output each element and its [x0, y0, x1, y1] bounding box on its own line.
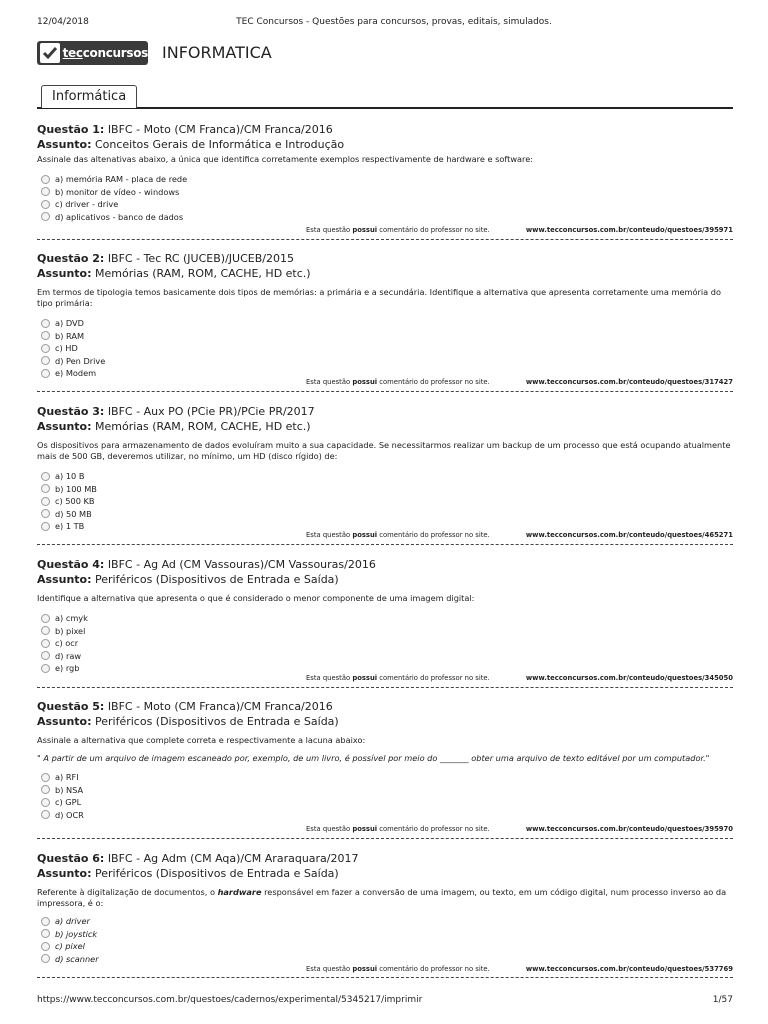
- option-d[interactable]: d) Pen Drive: [37, 355, 733, 368]
- option-d[interactable]: d) aplicativos - banco de dados: [37, 211, 733, 224]
- radio-button[interactable]: [41, 344, 50, 353]
- radio-button[interactable]: [41, 509, 50, 518]
- option-b[interactable]: b) monitor de vídeo - windows: [37, 186, 733, 199]
- radio-button[interactable]: [41, 522, 50, 531]
- option-c[interactable]: c) GPL: [37, 796, 733, 809]
- dashed-separator: [37, 687, 733, 688]
- radio-button[interactable]: [41, 200, 50, 209]
- checkmark-icon: [40, 43, 60, 63]
- print-title: TEC Concursos - Questões para concursos, provas, editais, simulados.: [236, 17, 552, 27]
- dashed-separator: [37, 391, 733, 392]
- radio-button[interactable]: [41, 497, 50, 506]
- radio-button[interactable]: [41, 331, 50, 340]
- question-5: Questão 5: IBFC - Moto (CM Franca)/CM Franca/2016 Assunto: Periféricos (Dispositivos de Entrada e Saída) Assinale a alternativa que complete correta e respectivamente a lacuna abaixo: " A partir de um arquivo de imagem escaneado por, exemplo, de um livro, é possível por meio do _______ obter uma arquivo de texto editável por um computador." a) RFI b) NSA c) GPL d) OCR: [37, 699, 733, 821]
- option-c[interactable]: c) ocr: [37, 637, 733, 650]
- dashed-separator: [37, 544, 733, 545]
- radio-button[interactable]: [41, 639, 50, 648]
- dashed-separator: [37, 239, 733, 240]
- option-b[interactable]: b) RAM: [37, 330, 733, 343]
- question-6: Questão 6: IBFC - Ag Adm (CM Aqa)/CM Araraquara/2017 Assunto: Periféricos (Dispositivos de Entrada e Saída) Referente à digitalização de documentos, o hardware responsável em fazer a conversão de uma imagem, ou texto, em um código digital, num processo inverso ao da impressora, é o: a) driver b) joystick c) pixel d) scanner: [37, 851, 733, 965]
- option-c[interactable]: c) pixel: [37, 940, 733, 953]
- radio-button[interactable]: [41, 626, 50, 635]
- question-link[interactable]: www.tecconcursos.com.br/conteudo/questoes/317427: [525, 378, 733, 386]
- option-b[interactable]: b) pixel: [37, 625, 733, 638]
- question-1: Questão 1: IBFC - Moto (CM Franca)/CM Franca/2016 Assunto: Conceitos Gerais de Informática e Introdução Assinale das altenativas abaixo, a única que identifica corretamente exemplos respectivamente de hardware e software: a) memória RAM - placa de rede b) monitor de vídeo - windows c) driver - drive d) aplicativos - banco de dados: [37, 122, 733, 223]
- radio-button[interactable]: [41, 954, 50, 963]
- question-link[interactable]: www.tecconcursos.com.br/conteudo/questoes/395970: [525, 825, 733, 833]
- professor-comment-note: Esta questão possui comentário do professor no site.: [306, 674, 490, 682]
- print-url: https://www.tecconcursos.com.br/questoes/cadernos/experimental/5345217/imprimir: [37, 995, 423, 1005]
- radio-button[interactable]: [41, 614, 50, 623]
- option-c[interactable]: c) HD: [37, 342, 733, 355]
- question-text: Assinale a alternativa que complete correta e respectivamente a lacuna abaixo:: [37, 735, 366, 745]
- professor-comment-note: Esta questão possui comentário do professor no site.: [306, 378, 490, 386]
- option-e[interactable]: e) rgb: [37, 662, 733, 675]
- professor-comment-note: Esta questão possui comentário do professor no site.: [306, 226, 490, 234]
- option-d[interactable]: d) scanner: [37, 953, 733, 966]
- question-text: Os dispositivos para armazenamento de dados evoluíram muito a sua capacidade. Se necessitarmos realizar um backup de um processo que está ocupando atualmente mais de 500 GB, deveremos utilizar, no mínimo, um HD (disco rígido) de:: [37, 440, 731, 461]
- tab-informatica[interactable]: Informática: [41, 85, 137, 108]
- tecconcursos-logo[interactable]: [37, 41, 148, 65]
- question-text: Assinale das altenativas abaixo, a única que identifica corretamente exemplos respectivamente de hardware e software:: [37, 154, 534, 164]
- question-quote: " A partir de um arquivo de imagem escaneado por, exemplo, de um livro, é possível por meio do _______ obter uma arquivo de texto editável por um computador.": [37, 753, 710, 763]
- dashed-separator: [37, 838, 733, 839]
- option-d[interactable]: d) OCR: [37, 809, 733, 822]
- question-link[interactable]: www.tecconcursos.com.br/conteudo/questoes/395971: [525, 226, 733, 234]
- question-text: Referente à digitalização de documentos, o hardware responsável em fazer a conversão de uma imagem, ou texto, em um código digital, num processo inverso ao da impressora, é o:: [37, 887, 727, 908]
- option-a[interactable]: a) cmyk: [37, 612, 733, 625]
- question-link[interactable]: www.tecconcursos.com.br/conteudo/questoes/465271: [525, 531, 733, 539]
- question-2: Questão 2: IBFC - Tec RC (JUCEB)/JUCEB/2015 Assunto: Memórias (RAM, ROM, CACHE, HD etc.) Em termos de tipologia temos basicamente dois tipos de memórias: a primária e a secundária. Identifique a alternativa que apresenta corretamente uma memória do tipo primária: a) DVD b) RAM c) HD d) Pen Drive e) Modem: [37, 251, 733, 380]
- radio-button[interactable]: [41, 472, 50, 481]
- question-link[interactable]: www.tecconcursos.com.br/conteudo/questoes/345050: [525, 674, 733, 682]
- option-c[interactable]: c) driver - drive: [37, 198, 733, 211]
- page-title: INFORMATICA: [162, 43, 272, 62]
- question-4: Questão 4: IBFC - Ag Ad (CM Vassouras)/CM Vassouras/2016 Assunto: Periféricos (Dispositivos de Entrada e Saída) Identifique a alternativa que apresenta o que é considerado o menor componente de uma imagem digital: a) cmyk b) pixel c) ocr d) raw e) rgb: [37, 557, 733, 675]
- dashed-separator: [37, 977, 733, 978]
- option-d[interactable]: d) raw: [37, 650, 733, 663]
- radio-button[interactable]: [41, 773, 50, 782]
- print-date: 12/04/2018: [37, 17, 89, 27]
- radio-button[interactable]: [41, 942, 50, 951]
- radio-button[interactable]: [41, 917, 50, 926]
- question-text: Em termos de tipologia temos basicamente dois tipos de memórias: a primária e a secundária. Identifique a alternativa que apresenta corretamente uma memória do tipo primária:: [37, 287, 721, 308]
- radio-button[interactable]: [41, 664, 50, 673]
- option-e[interactable]: e) 1 TB: [37, 520, 733, 533]
- radio-button[interactable]: [41, 187, 50, 196]
- radio-button[interactable]: [41, 484, 50, 493]
- radio-button[interactable]: [41, 798, 50, 807]
- tab-divider: [37, 107, 733, 109]
- option-e[interactable]: e) Modem: [37, 367, 733, 380]
- radio-button[interactable]: [41, 785, 50, 794]
- radio-button[interactable]: [41, 929, 50, 938]
- radio-button[interactable]: [41, 369, 50, 378]
- radio-button[interactable]: [41, 651, 50, 660]
- option-b[interactable]: b) NSA: [37, 784, 733, 797]
- option-a[interactable]: a) driver: [37, 915, 733, 928]
- option-a[interactable]: a) 10 B: [37, 470, 733, 483]
- option-b[interactable]: b) joystick: [37, 928, 733, 941]
- question-link[interactable]: www.tecconcursos.com.br/conteudo/questoes/537769: [525, 965, 733, 973]
- logo-text: tecconcursos: [62, 46, 148, 60]
- page-number: 1/57: [712, 995, 733, 1005]
- option-a[interactable]: a) memória RAM - placa de rede: [37, 173, 733, 186]
- question-text: Identifique a alternativa que apresenta o que é considerado o menor componente de uma imagem digital:: [37, 593, 475, 603]
- radio-button[interactable]: [41, 810, 50, 819]
- radio-button[interactable]: [41, 175, 50, 184]
- radio-button[interactable]: [41, 212, 50, 221]
- option-d[interactable]: d) 50 MB: [37, 508, 733, 521]
- professor-comment-note: Esta questão possui comentário do professor no site.: [306, 825, 490, 833]
- radio-button[interactable]: [41, 356, 50, 365]
- option-a[interactable]: a) RFI: [37, 771, 733, 784]
- option-c[interactable]: c) 500 KB: [37, 495, 733, 508]
- professor-comment-note: Esta questão possui comentário do professor no site.: [306, 965, 490, 973]
- option-a[interactable]: a) DVD: [37, 317, 733, 330]
- question-3: Questão 3: IBFC - Aux PO (PCie PR)/PCie PR/2017 Assunto: Memórias (RAM, ROM, CACHE, HD etc.) Os dispositivos para armazenamento de dados evoluíram muito a sua capacidade. Se necessitarmos realizar um backup de um processo que está ocupando atualmente mais de 500 GB, deveremos utilizar, no mínimo, um HD (disco rígido) de: a) 10 B b) 100 MB c) 500 KB d) 50 MB e) 1 TB: [37, 404, 733, 533]
- professor-comment-note: Esta questão possui comentário do professor no site.: [306, 531, 490, 539]
- option-b[interactable]: b) 100 MB: [37, 483, 733, 496]
- radio-button[interactable]: [41, 319, 50, 328]
